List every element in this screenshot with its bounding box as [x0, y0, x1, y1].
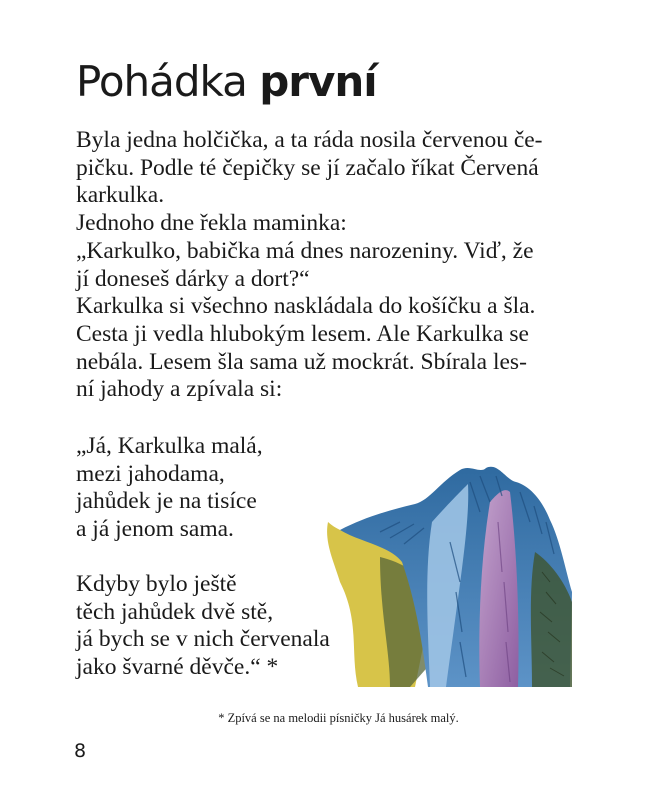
paragraph-line: ní jahody a zpívala si:: [76, 376, 283, 403]
poem-stanza-2: [76, 571, 330, 681]
poem-line: těch jahůdek dvě stě,: [76, 598, 274, 625]
poem-line: mezi jahodama,: [76, 460, 225, 487]
poem-line: a já jenom sama.: [76, 515, 234, 542]
story-paragraph: [76, 127, 576, 404]
poem-line: „Já, Karkulka malá,: [76, 433, 263, 459]
paragraph-line: Jednoho dne řekla maminka:: [76, 210, 347, 237]
poem-stanza-1: [76, 433, 263, 543]
page-number: 8: [74, 740, 87, 762]
paragraph-line: „Karkulko, babička má dnes narozeniny. Viď, že: [76, 237, 534, 264]
title-regular: Pohádka: [76, 57, 260, 106]
paragraph-line: karkulka.: [76, 182, 165, 209]
poem-line: Kdyby bylo ještě: [76, 571, 237, 597]
paragraph-line: pičku. Podle té čepičky se jí začalo říkat Červená: [76, 154, 539, 181]
title-bold: první: [259, 57, 377, 106]
paragraph-line: nebála. Lesem šla sama už mockrát. Sbírala les-: [76, 348, 527, 375]
forest-painting-icon: [320, 462, 580, 687]
footnote: * Zpívá se na melodii písničky Já husárek malý.: [218, 711, 459, 725]
forest-illustration: [320, 462, 580, 687]
paragraph-line: Karkulka si všechno naskládala do košíčku a šla.: [76, 293, 536, 320]
page-title: [76, 52, 377, 112]
paragraph-line: Byla jedna holčička, a ta ráda nosila červenou če-: [76, 127, 543, 153]
paragraph-line: jí doneseš dárky a dort?“: [76, 265, 310, 292]
poem-line: jako švarné děvče.“ *: [76, 653, 279, 680]
poem-line: jahůdek je na tisíce: [76, 488, 257, 514]
paragraph-line: Cesta ji vedla hlubokým lesem. Ale Karkulka se: [76, 320, 529, 347]
poem-line: já bych se v nich červenala: [76, 626, 330, 652]
